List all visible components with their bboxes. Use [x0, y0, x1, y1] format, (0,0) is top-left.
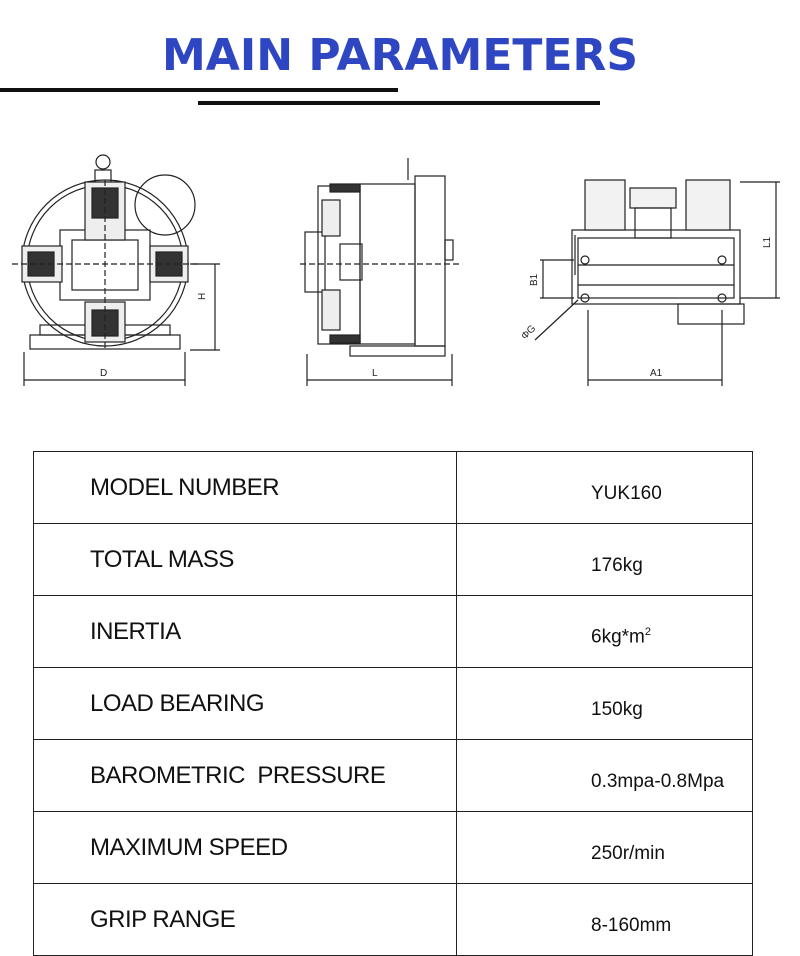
param-label: GRIP RANGE [34, 884, 457, 956]
param-value: 0.3mpa-0.8Mpa [457, 740, 753, 812]
dim-label-d: D [100, 368, 108, 379]
param-label: INERTIA [34, 596, 457, 668]
technical-drawings [0, 140, 800, 410]
dim-label-h: H [197, 292, 208, 300]
front-view-drawing [12, 155, 220, 386]
table-row [34, 740, 753, 812]
param-value: 8-160mm [457, 884, 753, 956]
param-label: MODEL NUMBER [34, 452, 457, 524]
side-view-drawing [300, 158, 460, 386]
dim-label-b1: B1 [529, 273, 540, 286]
param-value: YUK160 [457, 452, 753, 524]
param-label: MAXIMUM SPEED [34, 812, 457, 884]
table-row [34, 524, 753, 596]
dim-label-g: ΦG [519, 323, 539, 343]
page-title: MAIN PARAMETERS [161, 30, 639, 81]
title-underline-left [0, 88, 398, 92]
parameters-table [33, 451, 753, 956]
param-label: LOAD BEARING [34, 668, 457, 740]
table-row [34, 596, 753, 668]
table-row [34, 884, 753, 956]
param-label: BAROMETRIC PRESSURE [34, 740, 457, 812]
param-label: TOTAL MASS [34, 524, 457, 596]
dim-label-a1: A1 [650, 368, 663, 379]
param-value: 176kg [457, 524, 753, 596]
param-value: 150kg [457, 668, 753, 740]
table-row [34, 668, 753, 740]
top-view-drawing [519, 180, 780, 386]
title-underline-right [198, 101, 600, 105]
table-row [34, 812, 753, 884]
dim-label-l1: L1 [762, 236, 773, 248]
param-value-superscript: 2 [644, 626, 651, 639]
param-value [457, 596, 753, 668]
param-value: 250r/min [457, 812, 753, 884]
table-row [34, 452, 753, 524]
dim-label-l: L [372, 368, 378, 379]
param-value-text: 6kg*m [591, 626, 645, 648]
